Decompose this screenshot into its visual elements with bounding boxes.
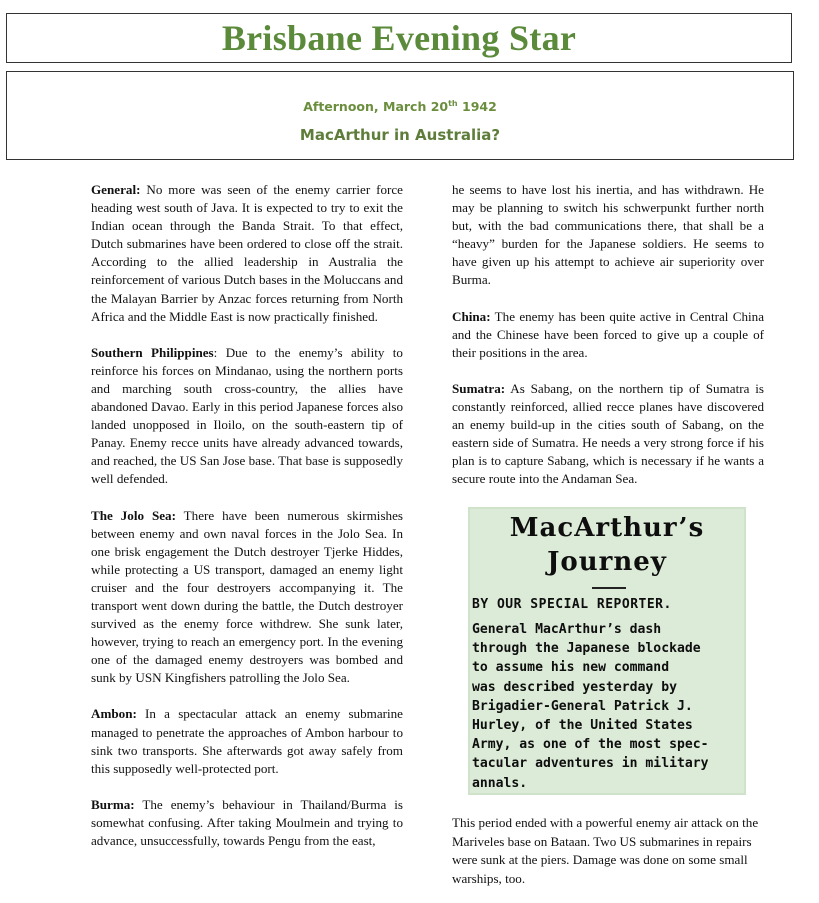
paragraph-text: The enemy has been quite active in Central China and the Chinese have been forced to give up a couple of their positions in the area. xyxy=(452,308,764,360)
clipping-line: to assume his new command xyxy=(472,660,670,676)
article-paragraph xyxy=(91,796,403,850)
paragraph-text: No more was seen of the enemy carrier force heading west south of Java. It is expected to try to exit the Indian ocean through the Banda Strait. To that effect, Dutch submarines have been ordered to close off the strait. According to the allied leadership in Australia the reinforcement of various Dutch bases in the Moluccans and the Malayan Barrier by Anzac forces returning from North Africa and the Middle East is now practically finished. xyxy=(91,182,403,324)
article-paragraph xyxy=(452,181,764,290)
article-paragraph xyxy=(91,705,403,777)
clipping-line: through the Japanese blockade xyxy=(472,641,701,657)
paragraph-text: There have been numerous skirmishes between enemy and own naval forces in the Jolo Sea. In one brisk engagement the Dutch destroyer Tjerke Hiddes, while protecting a US transport, damaged an enemy light cruiser and the four destroyers accompanying it. The transport went down during the battle, the Dutch destroyer survived as the enemy force withdrew. She sunk later, however, trying to reach an emergency port. In the evening one of the damaged enemy destroyers was bombed and sunk by USN Kingfishers patrolling the Jolo Sea. xyxy=(91,507,403,686)
section-heading: China: xyxy=(452,308,491,324)
dateline xyxy=(7,99,793,114)
section-heading: General: xyxy=(91,182,141,197)
date-text: Afternoon, March 20 xyxy=(303,99,449,115)
section-heading: Sumatra: xyxy=(452,380,506,396)
article-paragraph xyxy=(452,380,764,489)
date-suffix: th xyxy=(448,99,458,108)
paragraph-text: In a spectacular attack an enemy submarine managed to penetrate the approaches of Ambon harbour to sink two transports. She afterwards got away safely from this supposedly well-protected port. xyxy=(91,706,403,776)
article-paragraph xyxy=(91,507,403,688)
newspaper-title: Brisbane Evening Star xyxy=(221,18,577,58)
clipping-line: Brigadier-General Patrick J. xyxy=(472,698,693,714)
clipping-byline: BY OUR SPECIAL REPORTER. xyxy=(472,597,672,612)
left-column xyxy=(91,181,403,868)
clipping-line: Hurley, of the United States xyxy=(472,718,693,734)
section-heading: The Jolo Sea: xyxy=(91,507,176,523)
right-column xyxy=(452,181,764,506)
article-paragraph xyxy=(452,308,764,362)
headline: MacArthur in Australia? xyxy=(299,126,501,144)
clipping-divider xyxy=(592,587,626,589)
clipping-line: was described yesterday by xyxy=(472,679,677,695)
paragraph-text: The enemy’s behaviour in Thailand/Burma is somewhat confusing. After taking Moulmein and trying to advance, unsuccessfully, towards Pengu from the east, xyxy=(91,796,403,848)
paragraph-text: : Due to the enemy’s ability to reinforce his forces on Mindanao, using the northern ports and marching south cross-country, the allies have abandoned Davao. Early in this period Japanese forces also landed unopposed in Iloilo, on the south-eastern tip of Panay. Enemy recce units have already advanced towards, and reached, the US San Jose base. That base is supposedly well defended. xyxy=(91,344,403,487)
paragraph-text: As Sabang, on the northern tip of Sumatra is constantly reinforced, allied recce planes have discovered an enemy build-up in the cities south of Sabang, on the eastern side of Sumatra. He needs a very strong force if his plan is to capture Sabang, which is necessary if he wants a secure route into the Andaman Sea. xyxy=(452,380,764,487)
closing-paragraph: This period ended with a powerful enemy air attack on the Mariveles base on Bataan. Two US submarines in repairs were sunk at the piers. Damage was done on some small warships, too. xyxy=(452,815,759,886)
section-heading: Ambon: xyxy=(91,706,137,722)
clipping-title-line1: MacArthur’s xyxy=(509,513,705,543)
clipping-title-line2: Journey xyxy=(547,547,667,577)
clipping-line: tacular adventures in military xyxy=(472,756,709,772)
clipping-line: Army, as one of the most spec- xyxy=(472,737,709,753)
clipping-body xyxy=(472,620,740,793)
subheader xyxy=(6,71,794,160)
article-paragraph xyxy=(91,181,403,326)
date-year: 1942 xyxy=(457,99,497,115)
paragraph-text: he seems to have lost his inertia, and has withdrawn. He may be planning to switch his schwerpunkt further north but, with the bad communications there, that shall be a “heavy” burden for the Japanese soldiers. He seems to have given up his attempt to achieve air superiority over Burma. xyxy=(452,182,764,288)
clipping-line: General MacArthur’s dash xyxy=(472,622,662,637)
article-paragraph xyxy=(91,344,403,489)
section-heading: Burma: xyxy=(91,796,135,812)
masthead xyxy=(6,13,792,63)
clipping-line: annals. xyxy=(472,775,528,791)
newspaper-clipping xyxy=(468,507,746,795)
section-heading: Southern Philippines xyxy=(91,344,214,360)
